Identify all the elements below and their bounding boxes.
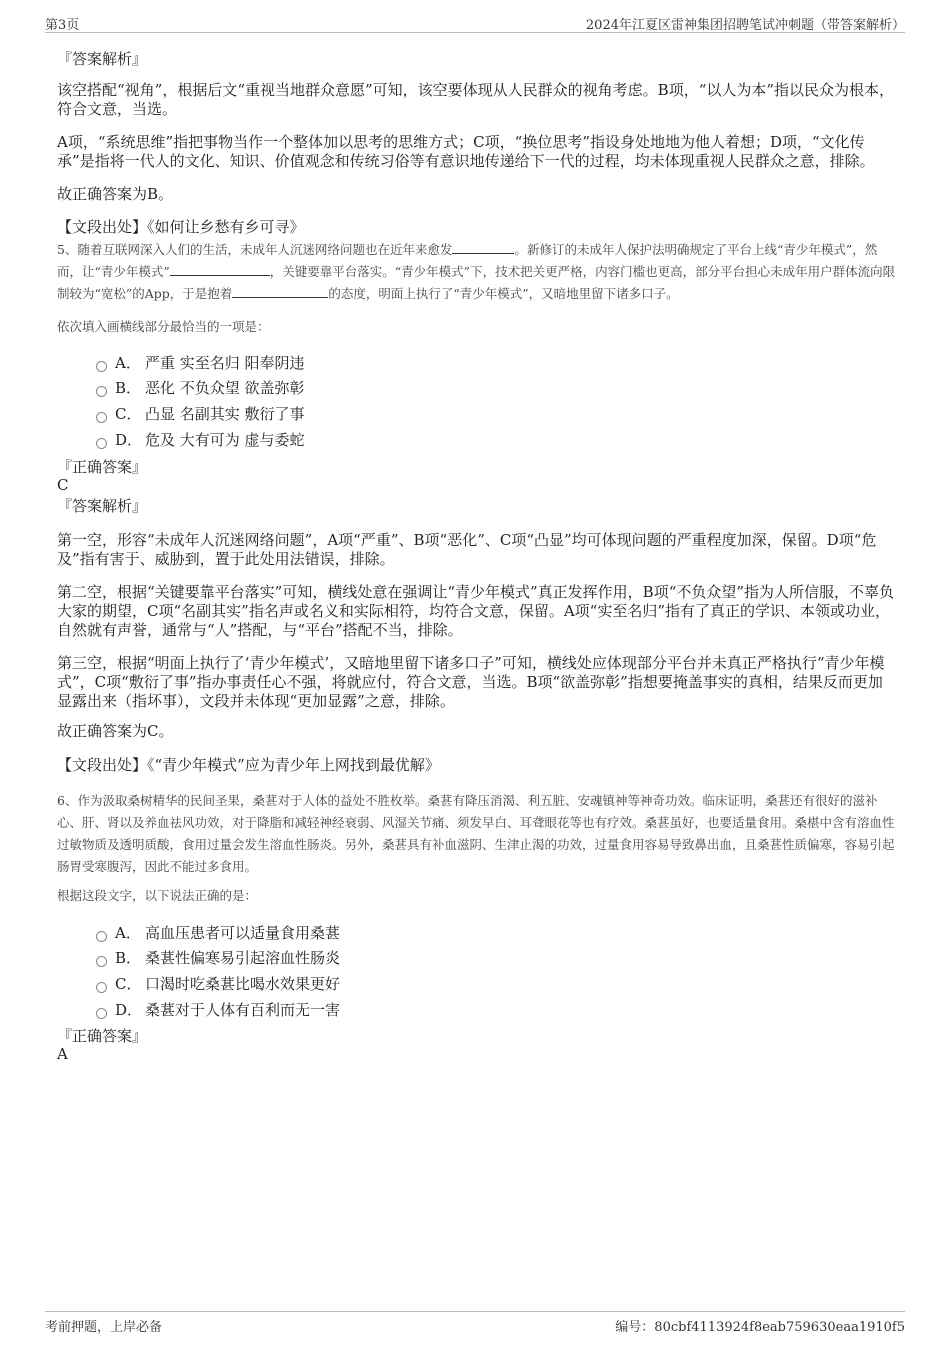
footer-slogan: 考前押题，上岸必备 — [45, 1320, 163, 1335]
source-citation: 【文段出处】《“青少年模式”应为青少年上网找到最优解》 — [57, 756, 440, 774]
document-id: 编号：80cbf4113924f8eab759630eaa1910f5 — [615, 1320, 905, 1335]
option-b[interactable]: B． 恶化 不负众望 欲盖弥彰 — [96, 377, 305, 397]
radio-icon[interactable] — [96, 1008, 107, 1019]
question-stem: 6、作为汲取桑树精华的民间圣果，桑葚对于人体的益处不胜枚举。桑葚有降压消渴、利五脏、安魂镇神等神奇功效。临床证明，桑葚还有很好的滋补心、肝、肾以及养血祛风功效，对于降脂和减轻神经衰弱、风湿关节痛、须发早白、耳聋眼花等也有疗效。桑葚虽好，也要适量食用。桑椹中含有溶血性过敏物质及透明质酸，食用过量会发生溶血性肠炎。另外，桑葚具有补血滋阴、生津止渴的功效，过量食用容易导致鼻出血，且桑葚性质偏寒，容易引起肠胃受寒腹泻，因此不能过多食用。 — [57, 793, 895, 874]
option-c[interactable]: C． 凸显 名副其实 敷衍了事 — [96, 403, 305, 423]
source-citation: 【文段出处】《如何让乡愁有乡可寻》 — [57, 218, 305, 236]
blank-line — [452, 241, 514, 254]
option-d[interactable]: D． 桑葚对于人体有百利而无一害 — [96, 999, 340, 1019]
answer-label: 『正确答案』 — [57, 1027, 148, 1045]
page-footer — [45, 1311, 905, 1338]
radio-icon[interactable] — [96, 438, 107, 449]
question-prompt: 根据这段文字，以下说法正确的是： — [57, 888, 258, 903]
blank-line — [232, 285, 328, 298]
blank-line — [170, 263, 270, 276]
analysis-paragraph: 第一空，形容“未成年人沉迷网络问题”，A项“严重”、B项“恶化”、C项“凸显”均可体现问题的严重程度加深，保留。D项“危及”指有害于、威胁到，置于此处用法错误，排除。 — [57, 531, 877, 568]
option-a[interactable]: A． 高血压患者可以适量食用桑葚 — [96, 922, 340, 942]
analysis-paragraph: 第三空，根据“明面上执行了‘青少年模式’，又暗地里留下诸多口子”可知，横线处应体现部分平台并未真正严格执行“青少年模式”，C项“敷衍了事”指办事责任心不强，将就应付，符合文意，当选。B项“欲盖弥彰”指想要掩盖事实的真相，结果反而更加显露出来（指坏事），文段并未体现“更加显露”之意，排除。 — [57, 654, 885, 710]
page-number: 第3页 — [45, 18, 80, 33]
radio-icon[interactable] — [96, 361, 107, 372]
option-d[interactable]: D． 危及 大有可为 虚与委蛇 — [96, 429, 305, 449]
conclusion: 故正确答案为C。 — [57, 722, 174, 740]
answer-value: A — [57, 1045, 68, 1063]
radio-icon[interactable] — [96, 982, 107, 993]
radio-icon[interactable] — [96, 931, 107, 942]
question-stem: 5、随着互联网深入人们的生活，未成年人沉迷网络问题也在近年来愈发 。新修订的未成年人保护法明确规定了平台上线“青少年模式”，然而，让“青少年模式” ，关键要靠平台落实。“青少年模式”下，技术把关更严格，内容门槛也更高，部分平台担心未成年用户群体流向限制较为“宽松”的App，于是抱着 的态度，明面上执行了“青少年模式”，又暗地里留下诸多口子。 — [57, 242, 896, 301]
document-title: 2024年江夏区雷神集团招聘笔试冲刺题（带答案解析） — [585, 18, 905, 33]
conclusion: 故正确答案为B。 — [57, 185, 174, 203]
question-prompt: 依次填入画横线部分最恰当的一项是： — [57, 319, 270, 334]
option-c[interactable]: C． 口渴时吃桑葚比喝水效果更好 — [96, 973, 340, 993]
page-header — [45, 12, 905, 33]
radio-icon[interactable] — [96, 956, 107, 967]
answer-value: C — [57, 476, 69, 494]
analysis-label: 『答案解析』 — [57, 50, 148, 68]
answer-label: 『正确答案』 — [57, 458, 148, 476]
analysis-label: 『答案解析』 — [57, 497, 148, 515]
option-b[interactable]: B． 桑葚性偏寒易引起溶血性肠炎 — [96, 947, 340, 967]
radio-icon[interactable] — [96, 386, 107, 397]
analysis-paragraph: 该空搭配“视角”，根据后文“重视当地群众意愿”可知，该空要体现从人民群众的视角考虑。B项，“以人为本”指以民众为根本，符合文意，当选。 — [57, 81, 895, 118]
option-a[interactable]: A． 严重 实至名归 阳奉阴违 — [96, 352, 305, 372]
radio-icon[interactable] — [96, 412, 107, 423]
analysis-paragraph: 第二空，根据“关键要靠平台落实”可知，横线处意在强调让“青少年模式”真正发挥作用，B项“不负众望”指为人所信服，不辜负大家的期望，C项“名副其实”指名声或名义和实际相符，均符合文意，保留。A项“实至名归”指有了真正的学识、本领或功业，自然就有声誉，通常与“人”搭配，与“平台”搭配不当，排除。 — [57, 583, 895, 639]
analysis-paragraph: A项，“系统思维”指把事物当作一个整体加以思考的思维方式；C项，“换位思考”指设身处地地为他人着想；D项，“文化传承”是指将一代人的文化、知识、价值观念和传统习俗等有意识地传递给下一代的过程，均未体现重视人民群众之意，排除。 — [57, 133, 875, 170]
